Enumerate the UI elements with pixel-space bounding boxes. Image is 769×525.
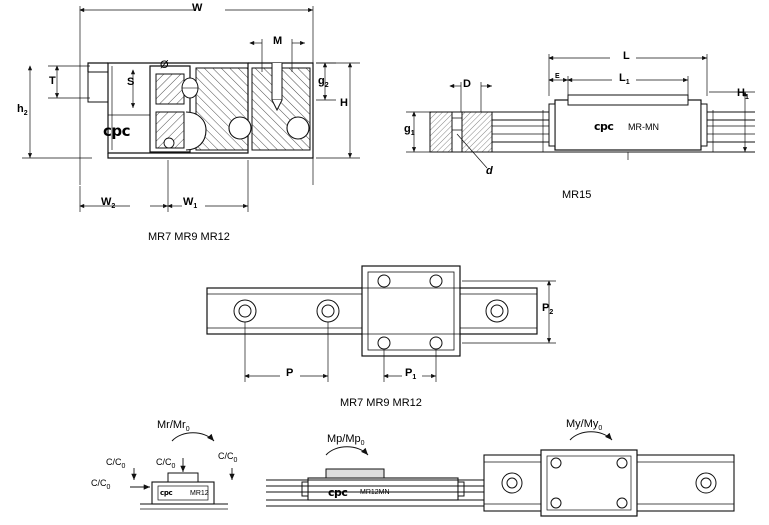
dim-label-W: W [192, 2, 203, 14]
dim-label-E: E [555, 73, 560, 80]
dim-label-P1: $P_1$ [405, 367, 417, 382]
brand-logo-pitch: cpc [328, 486, 348, 499]
dim-label-M: M [273, 35, 283, 47]
view-caption-front: MR7 MR9 MR12 [148, 231, 230, 243]
dim-label-T: T [49, 75, 56, 87]
brand-logo-front: cpc [103, 122, 131, 140]
brand-logo-side: cpc [594, 120, 614, 133]
dim-label-diameter: Ø [160, 59, 169, 71]
dim-label-g2: $g_2$ [318, 75, 329, 90]
dim-label-d: d [486, 165, 493, 177]
dim-label-g1: $g_1$ [404, 123, 415, 138]
dim-label-W2: $W_2$ [101, 196, 116, 211]
dim-label-P2: $P_2$ [542, 302, 554, 317]
view-caption-side: MR15 [562, 189, 592, 201]
block-label-mr12: MR12 [190, 490, 209, 497]
load-label-roll-mid: $C/C_0$ [156, 457, 176, 470]
view-caption-top: MR7 MR9 MR12 [340, 397, 422, 409]
dim-label-D: D [463, 78, 471, 90]
moment-label-pitch: $Mp/Mp_0$ [327, 433, 365, 448]
block-label-mr12mn: MR12MN [360, 489, 390, 496]
block-label-mr-mn: MR-MN [628, 122, 659, 132]
dim-label-P: P [286, 367, 294, 379]
dim-label-W1: $W_1$ [183, 196, 198, 211]
dim-label-h2: $h_2$ [17, 103, 28, 118]
load-label-roll-left: $C/C_0$ [106, 457, 126, 470]
brand-logo-roll: cpc [160, 489, 173, 497]
moment-label-yaw: $My/My_0$ [566, 418, 603, 433]
load-label-roll-side: $C/C_0$ [91, 478, 111, 491]
load-label-roll-right: $C/C_0$ [218, 451, 238, 464]
dim-label-L1: $L_1$ [619, 72, 630, 87]
dim-label-L: L [623, 50, 630, 62]
dim-label-H1: $H_1$ [737, 87, 749, 102]
dim-label-H: H [340, 97, 348, 109]
dim-label-S: S [127, 76, 135, 88]
moment-label-roll: $Mr/Mr_0$ [157, 419, 190, 434]
